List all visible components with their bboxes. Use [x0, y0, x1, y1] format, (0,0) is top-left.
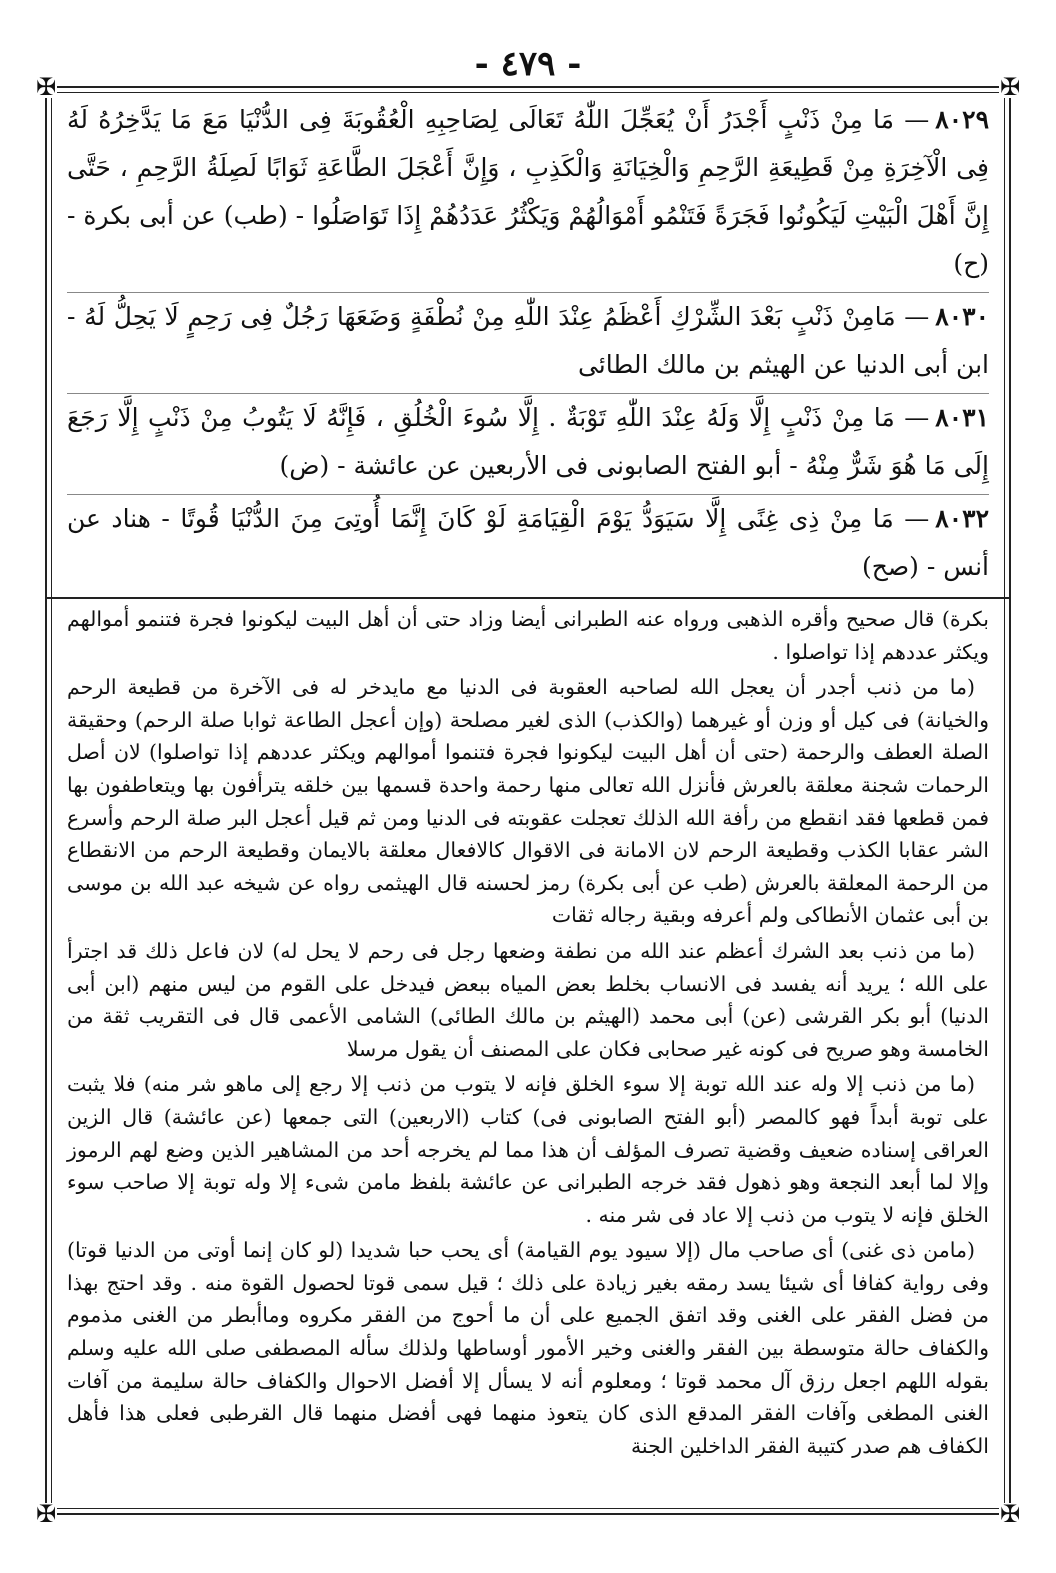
- hadith-entry: [67, 394, 989, 495]
- hadith-number: ٨٠٣٢: [935, 504, 989, 533]
- page-content: [67, 96, 989, 1505]
- hadith-entry: [67, 96, 989, 293]
- hadith-number: ٨٠٢٩: [935, 105, 989, 134]
- commentary-paragraph: (مامن ذى غنى) أى صاحب مال (إلا سيود يوم القيامة) أى يحب حبا شديدا (لو كان إنما أوتى من الدنيا قوتا) وفى رواية كفافا أى شيئا يسد رمقه بغير زيادة على ذلك ؛ قيل سمى قوتا لحصول القوة منه . وقد احتج بهذا من فضل الفقر على الغنى وقد اتفق الجميع على أن ما أحوج من الفقر مكروه وماأبطر من الغنى مذموم والكفاف حالة متوسطة بين الفقر والغنى وخير الأمور أوساطها ولذلك سأله المصطفى صلى الله عليه وسلم بقوله اللهم اجعل رزق آل محمد قوتا ؛ ومعلوم أنه لا يسأل إلا أفضل الاحوال والكفاف حالة سليمة من آفات الغنى المطغى وآفات الفقر المدقع الذى كان يتعوذ منهما فهى أفضل منهما قال القرطبى فعلى هذا فأهل الكفاف هم صدر كتيبة الفقر الداخلين الجنة: [67, 1238, 989, 1458]
- commentary-paragraph: بكرة) قال صحيح وأقره الذهبى ورواه عنه الطبرانى أيضا وزاد حتى أن أهل البيت ليكونوا فجرة فتنمو أموالهم ويكثر عددهم إذا تواصلوا .: [67, 607, 989, 664]
- corner-ornament-icon: ✠: [35, 73, 57, 101]
- hadith-text: — مَا مِنْ ذَنْبٍ إِلَّا وَلَهُ عِنْدَ اللّٰهِ تَوْبَةٌ . إِلَّا سُوءَ الْخُلُقِ ، فَإِنَّهُ لَا يَتُوبُ مِنْ ذَنْبٍ إِلَّا رَجَعَ إِلَى مَا هُوَ شَرٌّ مِنْهُ - أبو الفتح الصابونى فى الأربعين عن عائشة - (ض): [67, 403, 989, 480]
- hadith-list: [67, 96, 989, 595]
- commentary-paragraph: (ما من ذنب إلا وله عند الله توبة إلا سوء الخلق فإنه لا يتوب من ذنب إلا رجع إلى ماهو شر منه) فلا يثبت على توبة أبداً فهو كالمصر (أبو الفتح الصابونى فى) كتاب (الاربعين) التى جمعها (عن عائشة) قال الزين العراقى إسناده ضعيف وقضية تصرف المؤلف أن هذا مما لم يخرجه أحد من المشاهير الذين وضع لهم الرموز وإلا لما أبعد النجعة وهو ذهول فقد خرجه الطبرانى عن عائشة بلفظ مامن شىء إلا وله توبة إلا صاحب سوء الخلق فإنه لا يتوب من ذنب إلا عاد فى شر منه .: [67, 1072, 989, 1227]
- hadith-text: — مَامِنْ ذَنْبٍ بَعْدَ الشِّرْكِ أَعْظَمُ عِنْدَ اللّٰهِ مِنْ نُطْفَةٍ وَضَعَهَا رَجُلٌ فِى رَحِمٍ لَا يَحِلُّ لَهُ - ابن أبى الدنيا عن الهيثم بن مالك الطائى: [67, 302, 989, 379]
- page-frame: [35, 73, 1021, 1528]
- hadith-entry: [67, 495, 989, 595]
- section-divider: [47, 597, 1009, 599]
- hadith-entry: [67, 293, 989, 394]
- commentary-section: [67, 603, 989, 1462]
- hadith-number: ٨٠٣٠: [935, 302, 989, 331]
- page-number: - ٤٧٩ -: [474, 44, 582, 84]
- hadith-text: — مَا مِنْ ذَنْبٍ أَجْدَرُ أَنْ يُعَجِّلَ اللّٰهُ تَعَالَى لِصَاحِبِهِ الْعُقُوبَةَ فِى الدُّنْيَا مَعَ مَا يَدَّخِرُهُ لَهُ فِى الْآخِرَةِ مِنْ قَطِيعَةِ الرَّحِمِ وَالْخِيَانَةِ وَالْكَذِبِ ، وَإِنَّ أَعْجَلَ الطَّاعَةِ ثَوَابًا لَصِلَةُ الرَّحِمِ ، حَتَّى إِنَّ أَهْلَ الْبَيْتِ لَيَكُونُوا فَجَرَةً فَتَنْمُو أَمْوَالُهُمْ وَيَكْثُرُ عَدَدُهُمْ إِذَا تَوَاصَلُوا - (طب) عن أبى بكرة - (ح): [67, 105, 989, 278]
- commentary-paragraph: (ما من ذنب أجدر أن يعجل الله لصاحبه العقوبة فى الدنيا مع مايدخر له فى الآخرة من قطيعة الرحم والخيانة) فى كيل أو وزن أو غيرهما (والكذب) الذى لغير مصلحة (وإن أعجل الطاعة ثوابا صلة الرحم) وحقيقة الصلة العطف والرحمة (حتى أن أهل البيت ليكونوا فجرة فتنموا أموالهم ويكثر عددهم إذا تواصلوا) لان أصل الرحمات شجنة معلقة بالعرش فأنزل الله تعالى منها رحمة واحدة قسمها بين خلقه يترأفون بها ويتعاطفون بها فمن قطعها فقد انقطع من رأفة الله الذلك تعجلت عقوبته فى الدنيا ومن ثم قيل أعجل البر صلة الرحم وأسرع الشر عقابا الكذب وقطيعة الرحم لان الامانة فى الاقوال كالافعال معلقة بالايمان وقطيعة الرحم من الانقطاع من الرحمة المعلقة بالعرش (طب عن أبى بكرة) رمز لحسنه قال الهيثمى رواه عن شيخه عبد الله بن موسى بن أبى عثمان الأنطاكى ولم أعرفه وبقية رجاله ثقات: [67, 675, 989, 928]
- commentary-paragraph: (ما من ذنب بعد الشرك أعظم عند الله من نطفة وضعها رجل فى رحم لا يحل له) لان فاعل ذلك قد اجترأ على الله ؛ يريد أنه يفسد فى الانساب بخلط بعض المياه ببعض فيدخل على القوم من ليس منهم (ابن أبى الدنيا) أبو بكر القرشى (عن) أبى محمد (الهيثم بن مالك الطائى) الشامى الأعمى قال فى التقريب ثقة من الخامسة وهو صريح فى كونه غير صحابى فكان على المصنف أن يقول مرسلا: [67, 938, 989, 1061]
- corner-ornament-icon: ✠: [35, 1500, 57, 1528]
- hadith-text: — مَا مِنْ ذِى غِنًى إِلَّا سَيَوَدُّ يَوْمَ الْقِيَامَةِ لَوْ كَانَ إِنَّمَا أُوتِىَ مِنَ الدُّنْيَا قُوتًا - هناد عن أنس - (صح): [67, 504, 989, 581]
- corner-ornament-icon: ✠: [999, 1500, 1021, 1528]
- corner-ornament-icon: ✠: [999, 73, 1021, 101]
- hadith-number: ٨٠٣١: [935, 403, 989, 432]
